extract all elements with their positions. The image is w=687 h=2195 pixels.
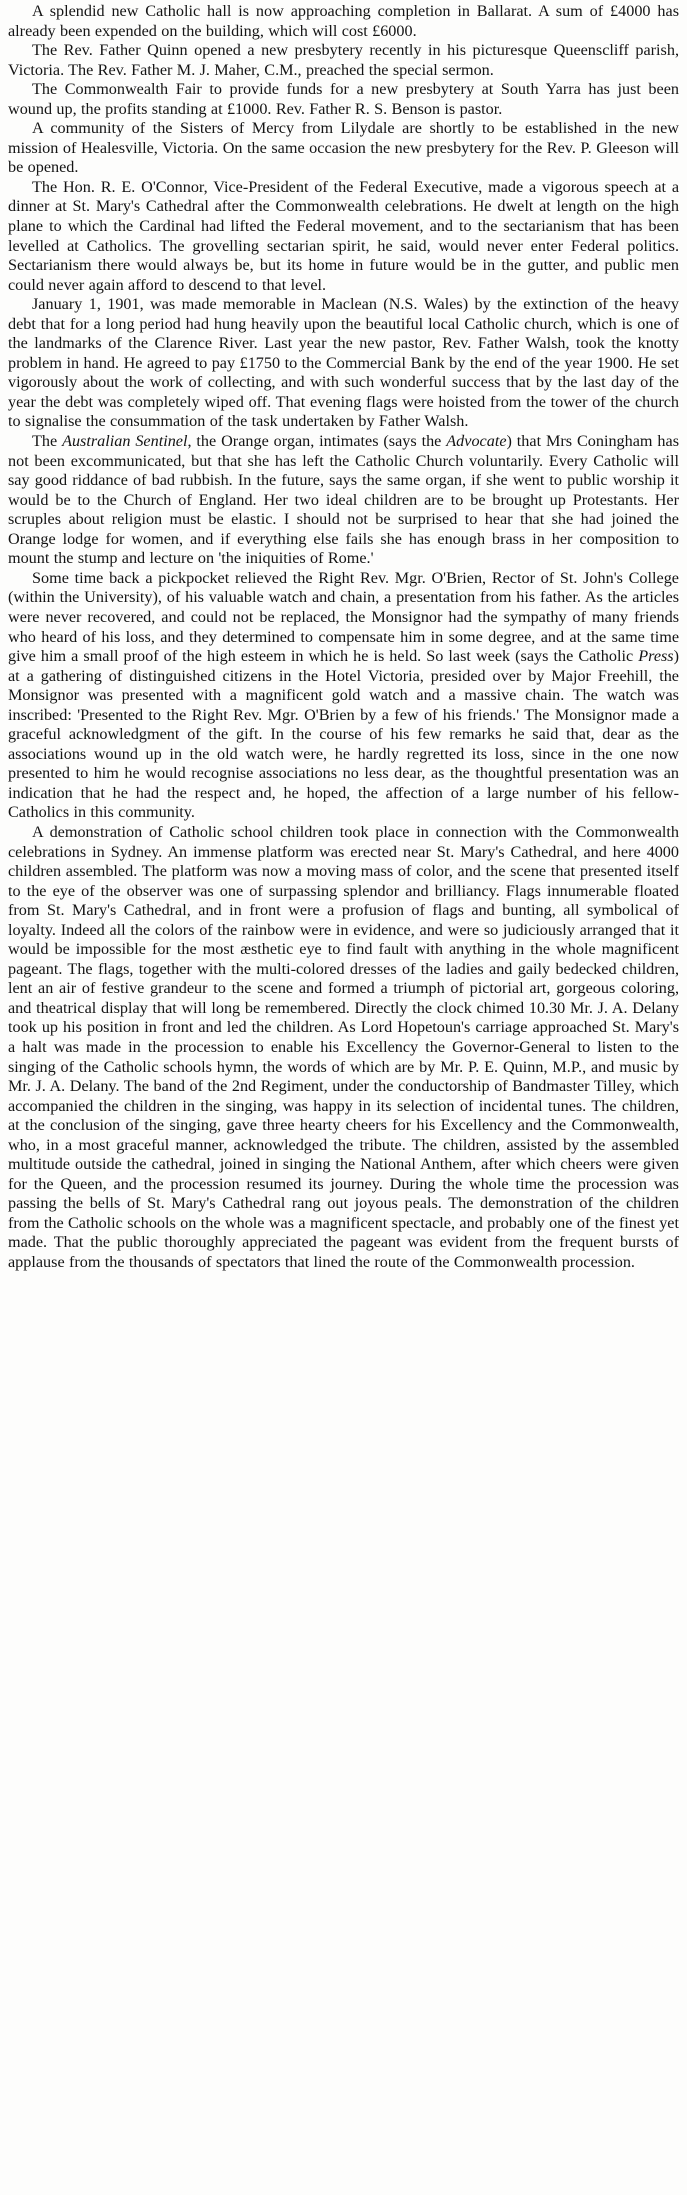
paragraph-commonwealth-fair [8,80,679,119]
text-segment: ) at a gathering of distinguished citizens in the Hotel Victoria, presided over by Major Freehill, the Monsignor was presented with a magnificent gold watch and a massive chain. The watch was inscribed: 'Presented to the Right Rev. Mgr. O'Brien by a few of his friends.' The Monsignor made a graceful acknowledgment of the gift. In the course of his few remarks he said that, dear as the associations wound up in the old watch were, he hardly regretted its loss, since in the one now presented to him he would recognise associations no less dear, as the thoughtful presentation was an indication that he had the respect and, he hoped, the affection of a large number of his fellow-Catholics in this community. [8,647,679,822]
text-segment: Some time back a pickpocket relieved the Right Rev. Mgr. O'Brien, Rector of St. John's College (within the University), of his valuable watch and chain, a presentation from his father. As the articles were never recovered, and could not be replaced, the Monsignor had the sympathy of many friends who heard of his loss, and they determined to compensate him in some degree, and at the same time give him a small proof of the high esteem in which he is held. So last week (says the Catholic [8,568,679,666]
paragraph-coningham [8,432,679,569]
paragraph-obrien-watch [8,569,679,823]
paragraph-sisters-of-mercy [8,119,679,178]
publication-title-italic: Advocate [446,432,507,451]
text-segment: A demonstration of Catholic school children took place in connection with the Commonwealth celebrations in Sydney. An immense platform was erected near St. Mary's Cathedral, and here 4000 children assembled. The platform was now a moving mass of color, and the scene that presented itself to the eye of the observer was one of surpassing splendor and brilliancy. Flags innumerable floated from St. Mary's Cathedral, and in front were a profusion of flags and bunting, all symbolical of loyalty. Indeed all the colors of the rainbow were in evidence, and were so judiciously arranged that it would be impossible for the most æsthetic eye to find fault with anything in the whole magnificent pageant. The flags, together with the multi-colored dresses of the ladies and gaily bedecked children, lent an air of festive grandeur to the scene and formed a triumph of pictorial art, gorgeous coloring, and theatrical display that will long be remembered. Directly the clock chimed 10.30 Mr. J. A. Delany took up his position in front and led the children. As Lord Hopetoun's carriage approached St. Mary's a halt was made in the procession to enable his Excellency the Governor-General to listen to the singing of the Catholic schools hymn, the words of which are by Mr. P. E. Quinn, M.P., and music by Mr. J. A. Delany. The band of the 2nd Regiment, under the conductorship of Bandmaster Tilley, which accompanied the children in the singing, was happy in its selection of incidental tunes. The children, at the conclusion of the singing, gave three hearty cheers for his Excellency and the Commonwealth, who, in a most graceful manner, acknowledged the tribute. The children, assisted by the assembled multitude outside the cathedral, joined in singing the National Anthem, after which cheers were given for the Queen, and the procession resumed its journey. During the whole time the procession was passing the bells of St. Mary's Cathedral rang out joyous peals. The demonstration of the children from the Catholic schools on the whole was a magnificent spectacle, and probably one of the finest yet made. That the public thoroughly appreciated the pageant was evident from the frequent bursts of applause from the thousands of spectators that lined the route of the Commonwealth procession. [8,822,679,1271]
text-segment: January 1, 1901, was made memorable in Maclean (N.S. Wales) by the extinction of the heavy debt that for a long period had hung heavily upon the beautiful local Catholic church, which is one of the landmarks of the Clarence River. Last year the new pastor, Rev. Father Walsh, took the knotty problem in hand. He agreed to pay £1750 to the Commercial Bank by the end of the year 1900. He set vigorously about the work of collecting, and with such wonderful success that by the last day of the year the debt was completely wiped off. That evening flags were hoisted from the tower of the church to signalise the consummation of the task undertaken by Father Walsh. [8,295,679,431]
text-segment: A community of the Sisters of Mercy from Lilydale are shortly to be established in the new mission of Healesville, Victoria. On the same occasion the new presbytery for the Rev. P. Gleeson will be opened. [8,119,679,177]
paragraph-oconnor-speech [8,178,679,295]
text-segment: A splendid new Catholic hall is now approaching completion in Ballarat. A sum of £4000 has already been expended on the building, which will cost £6000. [8,2,679,40]
text-segment: ) that Mrs Coningham has not been excommunicated, but that she has left the Catholic Church voluntarily. Every Catholic will say good riddance of bad rubbish. In the future, says the same organ, if she went to public worship it would be to the Church of England. Her two ideal children are to be brought up Protestants. Her scruples about religion must be elastic. I should not be surprised to hear that she had joined the Orange lodge for women, and if everything else fails she has enough brass in her composition to mount the stump and lecture on 'the iniquities of Rome.' [8,432,679,568]
paragraph-maclean-debt [8,295,679,432]
text-segment: The Rev. Father Quinn opened a new presbytery recently in his picturesque Queenscliff parish, Victoria. The Rev. Father M. J. Maher, C.M., preached the special sermon. [8,41,679,79]
paragraph-ballarat-hall [8,2,679,41]
article-column [8,2,679,1273]
text-segment: , the Orange organ, intimates (says the [187,432,447,451]
publication-title-italic: Australian Sentinel [62,432,188,451]
paragraph-school-demonstration [8,823,679,1273]
text-segment: The Commonwealth Fair to provide funds for a new presbytery at South Yarra has just been wound up, the profits standing at £1000. Rev. Father R. S. Benson is pastor. [8,80,679,118]
text-segment: The Hon. R. E. O'Connor, Vice-President of the Federal Executive, made a vigorous speech at a dinner at St. Mary's Cathedral after the Commonwealth celebrations. He dwelt at length on the high plane to which the Cardinal had lifted the Federal movement, and to the sectarianism that has been levelled at Catholics. The grovelling sectarian spirit, he said, would never enter Federal politics. Sectarianism there would always be, but its home in future would be in the gutter, and public men could never again afford to descend to that level. [8,177,679,294]
paragraph-queenscliff-presbytery [8,41,679,80]
publication-title-italic: Press [638,647,674,666]
text-segment: The [32,432,63,451]
